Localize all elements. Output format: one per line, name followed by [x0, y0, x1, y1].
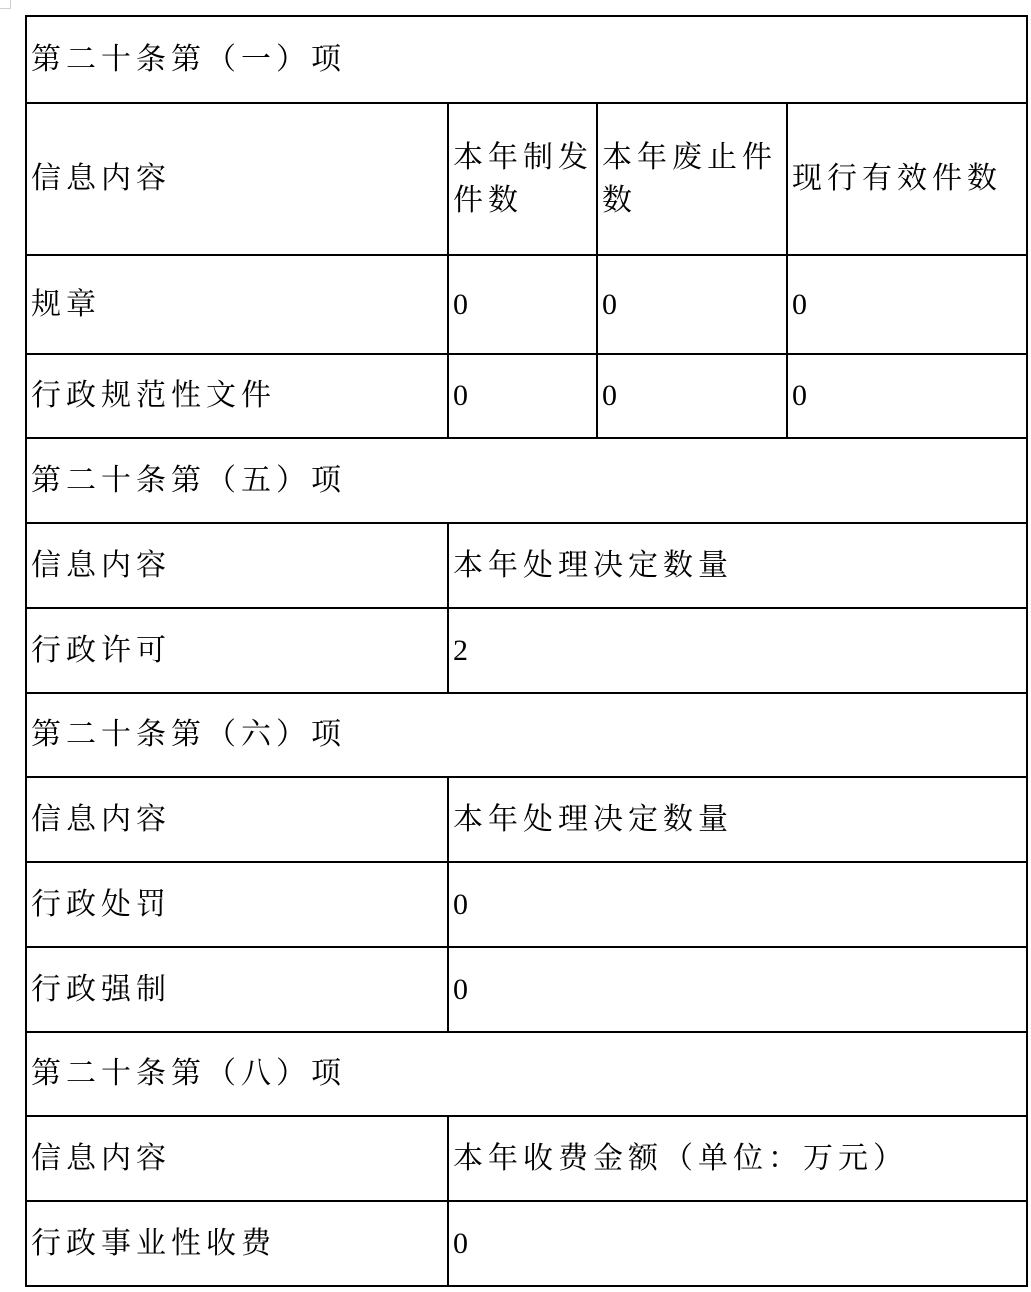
- header-issued-count: 本年制发件数: [448, 103, 597, 255]
- section-title-row: [26, 438, 1027, 523]
- section-title-row: [26, 1032, 1027, 1116]
- section-title-row: [26, 16, 1027, 103]
- cell-value: 2: [448, 608, 1027, 693]
- corner-mark: [0, 0, 11, 9]
- table-row: [26, 862, 1027, 947]
- disclosure-table: [25, 15, 1028, 1287]
- table-header-row: [26, 1116, 1027, 1201]
- table-row: [26, 354, 1027, 438]
- cell-value: 0: [787, 255, 1027, 354]
- section-title: 第二十条第（八）项: [26, 1032, 1027, 1116]
- header-info-content: 信息内容: [26, 103, 448, 255]
- row-label: 行政事业性收费: [26, 1201, 448, 1286]
- table-header-row: [26, 777, 1027, 862]
- row-label: 行政许可: [26, 608, 448, 693]
- table-row: [26, 1201, 1027, 1286]
- row-label: 行政规范性文件: [26, 354, 448, 438]
- header-valid-count: 现行有效件数: [787, 103, 1027, 255]
- cell-value: 0: [448, 947, 1027, 1032]
- section-title: 第二十条第（一）项: [26, 16, 1027, 103]
- header-abolished-count: 本年废止件数: [597, 103, 787, 255]
- table-row: [26, 255, 1027, 354]
- table-row: [26, 608, 1027, 693]
- header-info-content: 信息内容: [26, 1116, 448, 1201]
- row-label: 行政处罚: [26, 862, 448, 947]
- cell-value: 0: [448, 1201, 1027, 1286]
- header-info-content: 信息内容: [26, 523, 448, 608]
- cell-value: 0: [448, 354, 597, 438]
- cell-value: 0: [597, 255, 787, 354]
- cell-value: 0: [448, 255, 597, 354]
- cell-value: 0: [448, 862, 1027, 947]
- row-label: 行政强制: [26, 947, 448, 1032]
- cell-value: 0: [787, 354, 1027, 438]
- table-row: [26, 947, 1027, 1032]
- header-fee-amount: 本年收费金额（单位：万元）: [448, 1116, 1027, 1201]
- cell-value: 0: [597, 354, 787, 438]
- header-decision-count: 本年处理决定数量: [448, 777, 1027, 862]
- section-title: 第二十条第（六）项: [26, 693, 1027, 777]
- table-header-row: [26, 103, 1027, 255]
- section-title: 第二十条第（五）项: [26, 438, 1027, 523]
- row-label: 规章: [26, 255, 448, 354]
- table-header-row: [26, 523, 1027, 608]
- section-title-row: [26, 693, 1027, 777]
- header-info-content: 信息内容: [26, 777, 448, 862]
- header-decision-count: 本年处理决定数量: [448, 523, 1027, 608]
